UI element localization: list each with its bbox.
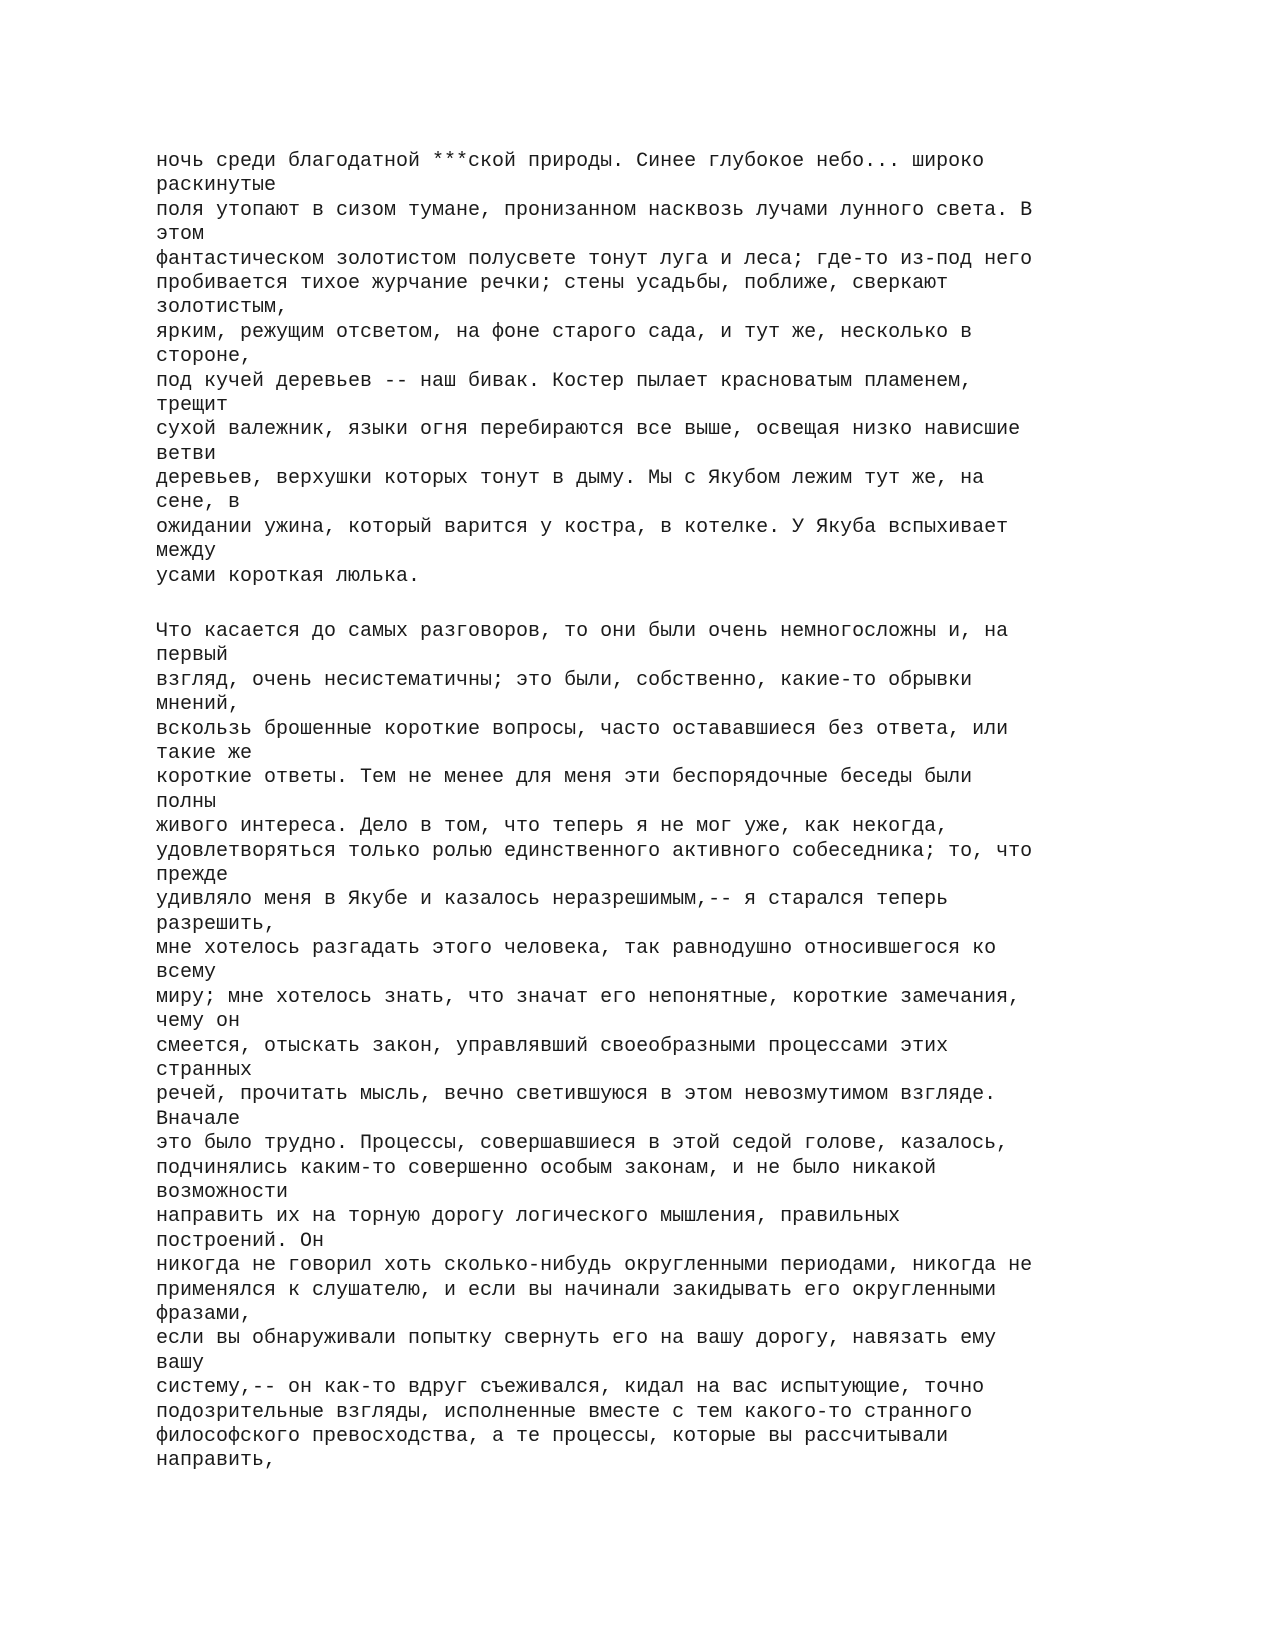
text-line: стороне, — [156, 345, 253, 369]
text-line: между — [156, 540, 217, 564]
text-line: речей, прочитать мысль, вечно светившуюся в этом невозмутимом взгляде. — [156, 1083, 997, 1107]
text-line: под кучей деревьев -- наш бивак. Костер пылает красноватым пламенем, — [156, 369, 973, 393]
text-line: миру; мне хотелось знать, что значат его непонятные, короткие замечания, — [156, 985, 1021, 1009]
text-line: построений. Он — [156, 1229, 325, 1253]
text-line: подозрительные взгляды, исполненные вместе с тем какого-то странного — [156, 1400, 973, 1424]
text-line: пробивается тихое журчание речки; стены усадьбы, поближе, сверкают — [156, 271, 949, 295]
text-line: возможности — [156, 1180, 289, 1204]
text-line: направить, — [156, 1449, 277, 1473]
text-line: странных — [156, 1059, 253, 1083]
text-line: ожидании ужина, который варится у костра, в котелке. У Якуба вспыхивает — [156, 515, 1009, 539]
text-line: систему,-- он как-то вдруг съеживался, кидал на вас испытующие, точно — [156, 1376, 985, 1400]
text-line: философского превосходства, а те процессы, которые вы рассчитывали — [156, 1424, 949, 1448]
text-line: раскинутые — [156, 174, 277, 198]
text-line: мне хотелось разгадать этого человека, так равнодушно относившегося ко — [156, 937, 997, 961]
text-line: фантастическом золотистом полусвете тонут луга и леса; где-то из-под него — [156, 247, 1033, 271]
text-line: направить их на торную дорогу логического мышления, правильных — [156, 1205, 901, 1229]
text-line: первый — [156, 644, 229, 668]
text-line: удивляло меня в Якубе и казалось неразрешимым,-- я старался теперь — [156, 888, 949, 912]
text-line: ночь среди благодатной ***ской природы. Синее глубокое небо... широко — [156, 150, 985, 173]
text-line: короткие ответы. Тем не менее для меня эти беспорядочные беседы были — [156, 766, 973, 790]
text-line: вскользь брошенные короткие вопросы, часто остававшиеся без ответа, или — [156, 717, 1009, 741]
text-line: если вы обнаруживали попытку свернуть его на вашу дорогу, навязать ему — [156, 1327, 997, 1351]
text-line: разрешить, — [156, 912, 277, 936]
text-line: поля утопают в сизом тумане, пронизанном насквозь лучами лунного света. В — [156, 198, 1033, 222]
text-line: Что касается до самых разговоров, то они были очень немногосложны и, на — [156, 620, 1009, 643]
text-line: этом — [156, 223, 205, 247]
text-line: трещит — [156, 393, 229, 417]
text-line: сене, в — [156, 491, 241, 515]
text-line: никогда не говорил хоть сколько-нибудь округленными периодами, никогда не — [156, 1254, 1033, 1278]
text-line: усами короткая люлька. — [156, 564, 421, 588]
text-line: удовлетворяться только ролью единственного активного собеседника; то, что — [156, 839, 1033, 863]
text-line: прежде — [156, 863, 229, 887]
text-line: всему — [156, 961, 217, 985]
paragraph-2 — [156, 620, 1156, 1474]
text-line: взгляд, очень несистематичны; это были, собственно, какие-то обрывки — [156, 668, 973, 692]
text-line: смеется, отыскать закон, управлявший своеобразными процессами этих — [156, 1034, 949, 1058]
text-line: золотистым, — [156, 296, 289, 320]
text-line: мнений, — [156, 693, 241, 717]
text-line: Вначале — [156, 1107, 241, 1131]
text-line: деревьев, верхушки которых тонут в дыму. Мы с Якубом лежим тут же, на — [156, 467, 985, 491]
text-line: подчинялись каким-то совершенно особым законам, и не было никакой — [156, 1156, 937, 1180]
text-line: сухой валежник, языки огня перебираются все выше, освещая низко нависшие — [156, 418, 1021, 442]
text-line: вашу — [156, 1351, 205, 1375]
text-line: применялся к слушателю, и если вы начинали закидывать его округленными — [156, 1278, 997, 1302]
text-line: ярким, режущим отсветом, на фоне старого сада, и тут же, несколько в — [156, 320, 973, 344]
text-line: живого интереса. Дело в том, что теперь я не мог уже, как некогда, — [156, 815, 949, 839]
paragraph-1 — [156, 150, 1156, 589]
text-line: такие же — [156, 741, 253, 765]
text-line: это было трудно. Процессы, совершавшиеся в этой седой голове, казалось, — [156, 1132, 1009, 1156]
text-line: чему он — [156, 1010, 241, 1034]
text-line: фразами, — [156, 1302, 253, 1326]
text-line: ветви — [156, 442, 217, 466]
text-line: полны — [156, 790, 217, 814]
